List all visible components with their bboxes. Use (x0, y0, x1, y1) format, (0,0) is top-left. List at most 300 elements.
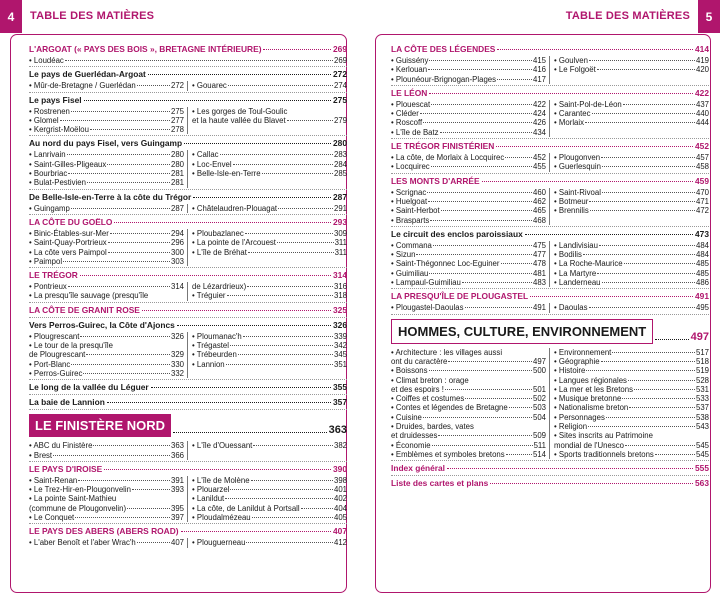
toc-section (29, 135, 347, 188)
toc-section (29, 267, 347, 302)
dot-leader (589, 307, 695, 308)
toc-entry[interactable] (391, 128, 546, 137)
toc-entry[interactable] (192, 360, 347, 369)
dot-leader (263, 49, 331, 50)
toc-entry-title: • Rostrenen (29, 106, 70, 116)
entry-column-second (187, 441, 347, 460)
toc-entry-title: • Guissény (391, 56, 429, 65)
entry-column-second (187, 150, 347, 187)
toc-entry[interactable] (554, 153, 709, 162)
toc-entry-title: • Économie (391, 440, 431, 450)
section-title: LA CÔTE DE GRANIT ROSE (29, 304, 140, 315)
toc-entry[interactable] (192, 485, 347, 494)
section-page: 459 (695, 175, 709, 186)
toc-entry-title: • La côte, de Lanildut à Portsall (192, 503, 300, 513)
toc-entry[interactable] (554, 394, 709, 403)
section-title: LES MONTS D'ARRÉE (391, 175, 480, 186)
dot-leader (87, 182, 170, 183)
dot-leader (599, 245, 695, 246)
dot-leader (60, 120, 170, 121)
toc-entry[interactable] (29, 257, 184, 266)
toc-entry[interactable] (192, 350, 347, 359)
toc-entry-title: • Plougonven (554, 153, 601, 163)
section-heading-les-monts-d-arree[interactable] (391, 174, 709, 188)
toc-entry[interactable] (391, 394, 546, 403)
dot-leader (63, 261, 170, 262)
dot-leader (230, 345, 333, 346)
toc-entry[interactable] (192, 476, 347, 485)
toc-entry[interactable] (391, 216, 546, 225)
entry-column-second (187, 476, 347, 522)
toc-entry-page: 497 (532, 356, 546, 366)
toc-entry[interactable] (554, 56, 709, 65)
toc-entry-page: 398 (333, 475, 347, 485)
dot-leader (590, 210, 695, 211)
toc-entry-page: 395 (170, 503, 184, 513)
dot-leader (429, 93, 693, 94)
toc-entry-title: • Boissons (391, 366, 428, 376)
toc-entry-page: 419 (695, 56, 709, 65)
toc-entry-title: • Ploudalmézeau (192, 513, 251, 523)
toc-entry-title: • Guingamp (29, 203, 70, 213)
entry-column-first (29, 538, 184, 547)
dot-leader (193, 197, 331, 198)
toc-entry[interactable] (554, 348, 709, 357)
toc-entry-title: • Châtelaudren-Plouagat (192, 203, 278, 213)
entry-column-second (549, 153, 709, 172)
toc-entry-title: • Morlaix (554, 118, 585, 128)
toc-entry[interactable] (554, 241, 709, 250)
toc-entry[interactable] (554, 188, 709, 197)
toc-entry[interactable] (391, 441, 546, 450)
chapter-page: 363 (328, 424, 347, 437)
toc-entry-title: • Tréguier (192, 291, 226, 301)
toc-entry-title: • Bodilis (554, 250, 582, 260)
toc-entry-page: 468 (532, 215, 546, 225)
toc-entry-page: 281 (170, 169, 184, 179)
toc-entry[interactable] (554, 431, 709, 440)
entry-column-first (391, 348, 546, 460)
section-heading-de-belle-isle-en-terre-a-la-cote-du-treg[interactable] (29, 190, 347, 204)
section-heading-index-general[interactable] (391, 461, 709, 475)
toc-entry[interactable] (192, 504, 347, 513)
toc-entry-page: 287 (170, 203, 184, 213)
section-heading-au-nord-du-pays-fisel-vers-guingamp[interactable] (29, 136, 347, 150)
section-heading-la-presqu-ile-de-plougastel[interactable] (391, 289, 709, 303)
toc-entry-title: • Histoire (554, 366, 586, 376)
toc-entry-title: • Landivisiau (554, 240, 598, 250)
toc-entry-page: 342 (333, 341, 347, 351)
toc-entry[interactable] (391, 403, 546, 412)
toc-entry-title: • Botmeur (554, 196, 589, 206)
toc-entry-page: 460 (532, 187, 546, 197)
toc-entry-page: 294 (170, 228, 184, 238)
toc-entry-title: • L'île d'Ouessant (192, 441, 253, 451)
dot-leader (602, 192, 695, 193)
section-heading-l-argoat-pays-des-bois-bretagne-interieu[interactable] (29, 42, 347, 56)
major-chapter-heading[interactable] (391, 319, 709, 344)
toc-entry[interactable] (192, 81, 347, 90)
toc-entry[interactable] (192, 107, 347, 116)
toc-entry-page: 404 (333, 503, 347, 513)
section-title: LE PAYS D'IROISE (29, 463, 103, 474)
toc-entry-title: • Lannion (192, 359, 225, 369)
toc-entry[interactable] (391, 153, 546, 162)
toc-entry[interactable] (554, 357, 709, 366)
dot-leader (509, 407, 532, 408)
toc-entry[interactable] (391, 65, 546, 74)
toc-entry-title: • Druides, bardes, vates (391, 422, 474, 432)
toc-entry-page: 437 (695, 99, 709, 109)
toc-entry[interactable] (29, 238, 184, 247)
toc-entry[interactable] (192, 513, 347, 522)
toc-entry-title: et druidesses (391, 431, 438, 441)
toc-entry[interactable] (391, 118, 546, 127)
toc-entry[interactable] (391, 422, 546, 431)
section-page: 269 (333, 44, 347, 54)
entry-list (29, 441, 347, 461)
toc-entry[interactable] (554, 450, 709, 459)
toc-entry[interactable] (391, 259, 546, 268)
dot-leader (448, 361, 532, 362)
dot-leader (181, 531, 331, 532)
toc-entry[interactable] (29, 81, 184, 90)
section-heading-le-pays-des-abers-abers-road[interactable] (29, 524, 347, 538)
toc-entry[interactable] (29, 107, 184, 116)
section-page: 422 (695, 87, 709, 98)
entry-column-second (187, 332, 347, 378)
toc-entry[interactable] (192, 538, 347, 547)
dot-leader (132, 489, 170, 490)
entry-column-first (29, 81, 184, 90)
toc-entry[interactable] (29, 56, 347, 65)
toc-entry-page: 484 (695, 240, 709, 250)
section-page: 491 (695, 291, 709, 302)
dot-leader (68, 173, 170, 174)
toc-section (29, 66, 347, 91)
toc-entry[interactable] (554, 259, 709, 268)
dot-leader (108, 252, 170, 253)
dot-leader (246, 542, 333, 543)
toc-entry[interactable] (29, 494, 184, 503)
toc-entry-page: 397 (170, 513, 184, 523)
toc-entry[interactable] (192, 169, 347, 178)
toc-entry[interactable] (192, 291, 347, 300)
toc-entry[interactable] (391, 197, 546, 206)
toc-entry[interactable] (29, 160, 184, 169)
toc-entry-title: • Emblèmes et symboles bretons (391, 449, 505, 459)
toc-entry-page: 316 (333, 282, 347, 292)
dot-leader (497, 49, 693, 50)
toc-entry-title: • La côte, de Morlaix à Locquirec (391, 153, 505, 163)
page-header (0, 0, 720, 33)
toc-entry[interactable] (554, 65, 709, 74)
toc-entry-title: ont du caractère (391, 356, 448, 366)
toc-entry[interactable] (554, 422, 709, 431)
toc-entry-page: 422 (532, 99, 546, 109)
toc-entry-title: • Religion (554, 422, 588, 432)
chapter-title-box: LE FINISTÈRE NORD (29, 414, 171, 437)
toc-entry-page: 405 (333, 513, 347, 523)
toc-entry-title: • Ploubazlanec (192, 228, 244, 238)
dot-leader (655, 339, 688, 340)
toc-entry[interactable] (29, 538, 184, 547)
toc-entry[interactable] (554, 206, 709, 215)
toc-entry-title: • Saint-Thégonnec Loc-Eguiner (391, 259, 500, 269)
toc-entry[interactable] (391, 385, 546, 394)
toc-entry-title: • Pontrieux (29, 282, 67, 292)
toc-entry[interactable] (29, 332, 184, 341)
toc-entry-title: • Kergrist-Moëlou (29, 125, 89, 135)
toc-entry-page: 311 (334, 238, 347, 248)
entry-column-second (549, 348, 709, 460)
toc-entry[interactable] (391, 188, 546, 197)
toc-entry-page: 471 (695, 196, 709, 206)
toc-entry[interactable] (192, 116, 347, 125)
section-heading-le-pays-de-guerledan-argoat[interactable] (29, 67, 347, 81)
dot-leader (262, 173, 333, 174)
toc-entry[interactable] (554, 376, 709, 385)
toc-entry-page: 393 (170, 485, 184, 495)
toc-entry[interactable] (554, 162, 709, 171)
dot-leader (430, 220, 532, 221)
section-heading-le-pays-d-iroise[interactable] (29, 462, 347, 476)
section-heading-la-cote-du-goelo[interactable] (29, 215, 347, 229)
toc-entry[interactable] (391, 303, 546, 312)
dot-leader (84, 100, 331, 101)
toc-entry[interactable] (29, 282, 184, 291)
toc-entry-page: 501 (532, 384, 546, 394)
toc-entry[interactable] (391, 100, 546, 109)
section-title: Index général (391, 463, 445, 474)
toc-entry[interactable] (29, 204, 184, 213)
toc-entry[interactable] (29, 169, 184, 178)
toc-entry[interactable] (554, 413, 709, 422)
toc-entry[interactable] (192, 204, 347, 213)
section-heading-liste-des-cartes-et-plans[interactable] (391, 476, 709, 490)
dot-leader (583, 254, 695, 255)
toc-section (29, 461, 347, 523)
dot-leader (233, 164, 333, 165)
dot-leader (629, 407, 695, 408)
toc-entry[interactable] (391, 348, 546, 357)
toc-entry[interactable] (192, 160, 347, 169)
toc-entry[interactable] (554, 118, 709, 127)
toc-entry-title: • La Martyre (554, 268, 597, 278)
toc-entry[interactable] (192, 441, 347, 450)
toc-entry[interactable] (29, 178, 184, 187)
dot-leader (253, 445, 333, 446)
toc-entry-title: • Climat breton : orage (391, 375, 469, 385)
entry-column-first (29, 282, 184, 301)
toc-entry[interactable] (29, 441, 184, 450)
section-heading-le-circuit-des-enclos-paroissiaux[interactable] (391, 227, 709, 241)
section-page: 314 (333, 270, 347, 281)
toc-entry[interactable] (391, 269, 546, 278)
toc-entry[interactable] (554, 109, 709, 118)
toc-entry[interactable] (391, 250, 546, 259)
entry-list (29, 229, 347, 267)
toc-entry[interactable] (391, 75, 546, 84)
section-title: Le pays Fisel (29, 94, 82, 105)
dot-leader (482, 181, 693, 182)
entry-column-first (391, 241, 546, 287)
toc-entry[interactable] (391, 109, 546, 118)
toc-entry[interactable] (391, 450, 546, 459)
toc-entry[interactable] (391, 278, 546, 287)
toc-section (29, 379, 347, 394)
dot-leader (184, 143, 331, 144)
toc-entry[interactable] (29, 476, 184, 485)
toc-entry[interactable] (391, 206, 546, 215)
major-chapter-heading[interactable] (29, 414, 347, 437)
toc-entry[interactable] (554, 303, 709, 312)
dot-leader (67, 154, 170, 155)
toc-entry[interactable] (391, 357, 546, 366)
dot-leader (114, 222, 331, 223)
toc-entry-title: • L'île de Molène (192, 475, 250, 485)
toc-entry-title: • Huelgoat (391, 196, 428, 206)
entry-column-first (29, 204, 184, 213)
toc-entry[interactable] (29, 125, 184, 134)
section-heading-la-baie-de-lannion[interactable] (29, 395, 347, 409)
toc-entry[interactable] (29, 504, 184, 513)
section-heading-le-leon[interactable] (391, 86, 709, 100)
toc-entry-page: 424 (532, 109, 546, 119)
dot-leader (148, 74, 331, 75)
entry-column-second (187, 538, 347, 547)
toc-entry[interactable] (192, 332, 347, 341)
toc-entry[interactable] (554, 441, 709, 450)
toc-entry[interactable] (29, 451, 184, 460)
toc-entry[interactable] (192, 282, 347, 291)
toc-entry[interactable] (554, 100, 709, 109)
toc-entry[interactable] (391, 366, 546, 375)
section-title: LA CÔTE DU GOËLO (29, 216, 113, 227)
entry-list (29, 107, 347, 136)
toc-entry-title: • La côte vers Paimpol (29, 247, 107, 257)
toc-entry[interactable] (29, 341, 184, 350)
toc-entry[interactable] (192, 229, 347, 238)
toc-entry-page: 332 (170, 368, 184, 378)
entry-column-first (391, 56, 546, 84)
toc-entry-page: 330 (170, 359, 184, 369)
dot-leader (606, 417, 695, 418)
toc-entry[interactable] (391, 162, 546, 171)
toc-entry-title: • Sizun (391, 250, 416, 260)
section-heading-le-tregor[interactable] (29, 268, 347, 282)
section-heading-vers-perros-guirec-la-cote-d-ajoncs[interactable] (29, 318, 347, 332)
toc-entry[interactable] (29, 369, 184, 378)
toc-entry-page: 314 (170, 282, 184, 292)
toc-entry[interactable] (391, 413, 546, 422)
toc-entry[interactable] (554, 269, 709, 278)
toc-entry-page: 415 (532, 56, 546, 65)
toc-entry[interactable] (554, 403, 709, 412)
toc-entry[interactable] (554, 385, 709, 394)
toc-entry-title: • Saint-Herbot (391, 206, 440, 216)
toc-entry[interactable] (29, 485, 184, 494)
toc-entry-title: • Plougastel-Daoulas (391, 303, 464, 313)
toc-entry-title: • Loc-Envel (192, 159, 232, 169)
toc-entry[interactable] (192, 238, 347, 247)
entry-list (29, 282, 347, 302)
toc-entry[interactable] (391, 431, 546, 440)
toc-section (391, 314, 709, 461)
toc-entry[interactable] (554, 366, 709, 375)
toc-entry-title: • Daoulas (554, 303, 588, 313)
section-title: Le pays de Guerlédan-Argoat (29, 69, 146, 80)
toc-entry[interactable] (29, 248, 184, 257)
dot-leader (68, 286, 170, 287)
toc-entry[interactable] (554, 197, 709, 206)
dot-leader (602, 166, 695, 167)
toc-section (391, 460, 709, 475)
section-title: LE PAYS DES ABERS (ABERS ROAD) (29, 526, 179, 537)
toc-entry-page: 502 (532, 394, 546, 404)
toc-entry-page: 280 (170, 150, 184, 160)
toc-entry[interactable] (29, 350, 184, 359)
toc-entry[interactable] (192, 341, 347, 350)
toc-entry[interactable] (29, 150, 184, 159)
toc-entry[interactable] (192, 494, 347, 503)
section-heading-le-tregor-finisterien[interactable] (391, 139, 709, 153)
toc-entry[interactable] (391, 376, 546, 385)
toc-entry[interactable] (554, 278, 709, 287)
toc-entry[interactable] (192, 150, 347, 159)
toc-entry-title: • L'île de Batz (391, 127, 439, 137)
dot-leader (441, 210, 532, 211)
toc-entry[interactable] (391, 241, 546, 250)
toc-entry-title: • Le Trez-Hir-en-Plougonvelin (29, 485, 131, 495)
toc-entry[interactable] (554, 250, 709, 259)
toc-entry-title: • La Roche-Maurice (554, 259, 623, 269)
toc-entry-title: • Plounéour-Brignogan-Plages (391, 74, 497, 84)
toc-entry[interactable] (29, 116, 184, 125)
section-heading-le-pays-fisel[interactable] (29, 93, 347, 107)
section-title: La baie de Lannion (29, 397, 105, 408)
dot-leader (462, 282, 532, 283)
toc-entry[interactable] (29, 513, 184, 522)
section-heading-la-cote-des-legendes[interactable] (391, 42, 709, 56)
toc-entry-page: 402 (333, 494, 347, 504)
toc-entry[interactable] (29, 360, 184, 369)
section-title: LA CÔTE DES LÉGENDES (391, 44, 496, 54)
toc-entry[interactable] (29, 229, 184, 238)
toc-entry-title: • Géographie (554, 356, 600, 366)
toc-entry-page: 329 (170, 350, 184, 360)
toc-entry-title: • Callac (192, 150, 219, 160)
toc-entry-page: 412 (333, 538, 347, 548)
toc-entry[interactable] (192, 248, 347, 257)
section-title: LE TRÉGOR FINISTÉRIEN (391, 141, 495, 152)
dot-leader (287, 120, 333, 121)
toc-entry-page: 509 (532, 431, 546, 441)
dot-leader (592, 113, 695, 114)
dot-leader (497, 79, 532, 80)
toc-entry-title: • Binic-Étables-sur-Mer (29, 228, 109, 238)
toc-entry[interactable] (29, 291, 184, 300)
toc-entry-page: 277 (170, 115, 184, 125)
dot-leader (251, 480, 333, 481)
toc-entry-page: 517 (695, 347, 709, 357)
toc-entry-title: • La pointe Saint-Mathieu (29, 494, 117, 504)
toc-entry-title: mondial de l'Unesco (554, 440, 624, 450)
toc-entry[interactable] (391, 56, 546, 65)
section-heading-le-long-de-la-vallee-du-leguer[interactable] (29, 380, 347, 394)
section-heading-la-cote-de-granit-rose[interactable] (29, 303, 347, 317)
toc-entry-title: • Coiffes et costumes (391, 394, 465, 404)
